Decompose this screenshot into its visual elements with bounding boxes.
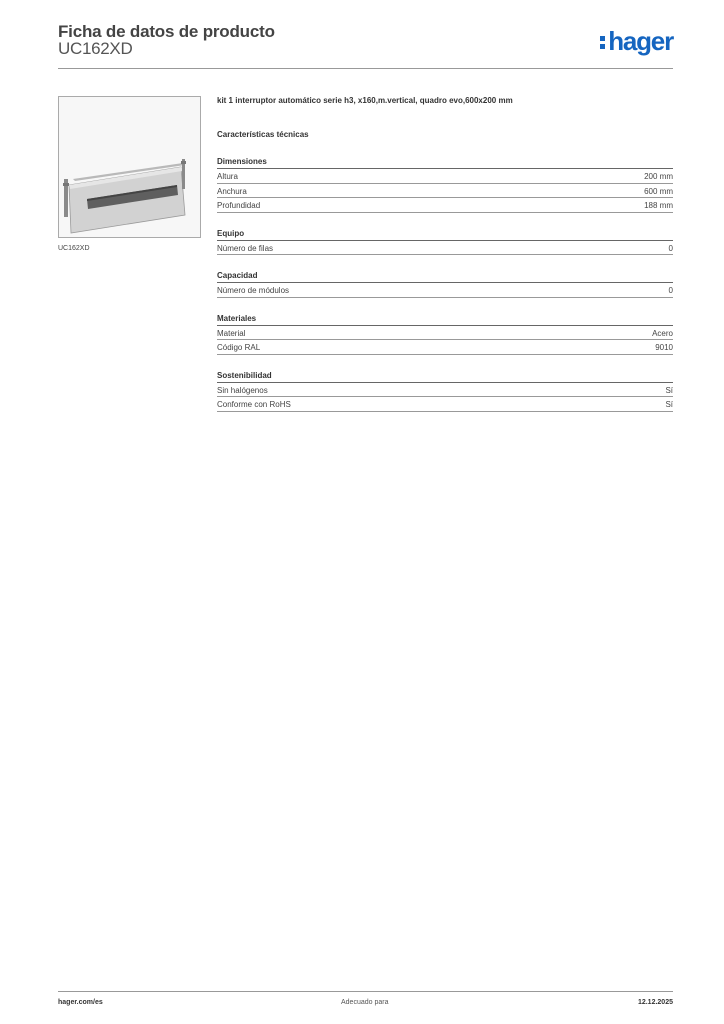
spec-value: Sí (665, 400, 673, 409)
image-caption: UC162XD (58, 245, 90, 252)
section-title: Dimensiones (217, 157, 673, 169)
spec-label: Material (217, 328, 246, 338)
section-sostenibilidad (217, 371, 673, 412)
logo-dots-icon (600, 34, 606, 52)
section-title: Equipo (217, 229, 673, 241)
spec-value: Sí (665, 385, 673, 395)
spec-row (217, 383, 673, 398)
product-image (58, 96, 201, 238)
spec-value: 0 (668, 243, 673, 253)
spec-label: Profundidad (217, 201, 261, 210)
spec-label: Número de filas (217, 243, 274, 253)
section-equipo (217, 229, 673, 256)
section-title: Materiales (217, 314, 673, 326)
spec-row (217, 169, 673, 184)
spec-row (217, 340, 673, 355)
spec-row (217, 184, 673, 199)
spec-value: 200 mm (644, 172, 673, 181)
section-title: Sostenibilidad (217, 371, 673, 383)
spec-row (217, 198, 673, 213)
spec-row (217, 326, 673, 341)
document-title: Ficha de datos de producto (58, 22, 275, 41)
section-dimensiones (217, 157, 673, 213)
spec-label: Conforme con RoHS (217, 400, 291, 409)
header-divider (58, 68, 673, 69)
spec-row (217, 241, 673, 256)
spec-label: Código RAL (217, 343, 261, 352)
section-capacidad (217, 271, 673, 298)
footer-divider (58, 991, 673, 992)
spec-label: Altura (217, 172, 238, 181)
product-code: UC162XD (58, 39, 133, 58)
spec-row (217, 397, 673, 412)
spec-row (217, 283, 673, 298)
spec-label: Número de módulos (217, 286, 290, 295)
product-specs (217, 96, 673, 412)
product-panel-illustration (59, 97, 200, 237)
spec-value: 600 mm (644, 186, 673, 196)
spec-label: Anchura (217, 186, 247, 196)
technical-characteristics-heading: Características técnicas (217, 130, 309, 139)
page-header (58, 20, 673, 70)
spec-value: Acero (652, 328, 673, 338)
spec-value: 188 mm (644, 201, 673, 210)
spec-value: 9010 (655, 343, 673, 352)
spec-value: 0 (668, 286, 673, 295)
section-materiales (217, 314, 673, 355)
footer-website: hager.com/es (58, 999, 103, 1006)
footer-date: 12.12.2025 (637, 999, 673, 1006)
hager-logo (600, 26, 673, 56)
logo-text: hager (608, 26, 673, 56)
section-title: Capacidad (217, 271, 673, 283)
footer-suitability: Adecuado para (341, 999, 389, 1006)
product-description: kit 1 interruptor automático serie h3, x160,m.vertical, quadro evo,600x200 mm (217, 96, 513, 105)
spec-label: Sin halógenos (217, 385, 268, 395)
